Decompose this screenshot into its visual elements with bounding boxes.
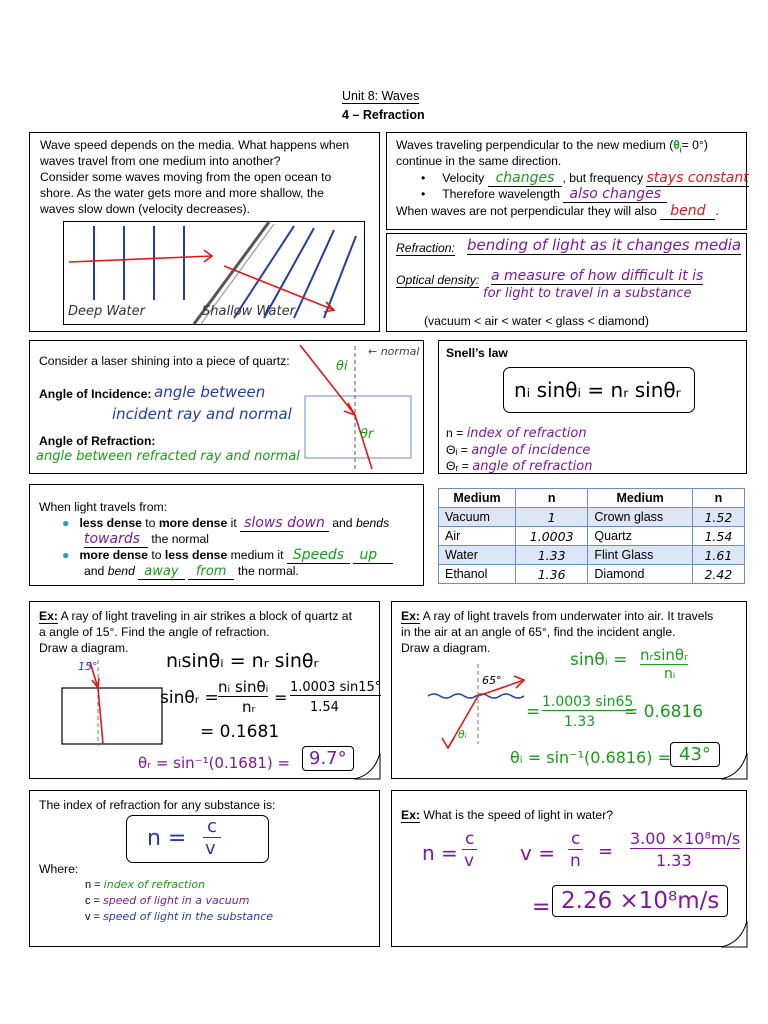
shallow-water-label: Shallow Water xyxy=(202,304,295,319)
table-header: n xyxy=(515,489,587,508)
index-formula-c: c xyxy=(203,816,221,838)
ex3-f2-eq: = xyxy=(598,841,614,862)
ex2-angle: 65° xyxy=(482,674,502,687)
index-formula-v: v xyxy=(205,838,216,859)
table-row: Vacuum 1 Crown glass 1.52 xyxy=(439,508,745,527)
ex2-eq1-left: sinθᵢ = xyxy=(570,650,628,670)
snell-def: Θᵣ = angle of refraction xyxy=(446,459,593,474)
refraction-def: bending of light as it changes media xyxy=(467,236,742,254)
ex3-f2-num: c xyxy=(568,829,583,850)
theta-r-label: θr xyxy=(360,427,374,442)
index-formula-box xyxy=(29,790,380,947)
ex2-text2: in the air at an angle of 65°, find the incident angle. xyxy=(401,625,676,639)
table-row: Air 1.0003 Quartz 1.54 xyxy=(439,527,745,546)
snells-title: Snell’s law xyxy=(446,346,508,360)
ex3-answer: 2.26 ×10⁸m/s xyxy=(552,885,728,917)
index-def: n = index of refraction xyxy=(85,878,206,891)
index-formula-n: n = xyxy=(147,826,187,851)
example-water-box xyxy=(391,601,747,779)
ex2-eq3: θᵢ = sin⁻¹(0.6816) = xyxy=(510,748,671,767)
box1-line: Wave speed depends on the media. What happens when xyxy=(40,138,350,152)
box1-line: shore. As the water gets more and more shallow, the xyxy=(40,186,324,200)
travel-bullet-2b: and bend away from the normal. xyxy=(84,564,299,579)
ex3-f1-num: c xyxy=(462,829,477,850)
snell-def: n = index of refraction xyxy=(446,426,587,441)
ex2-eq1-num: nᵣsinθᵣ xyxy=(640,646,688,664)
ex2-eq2-den: 1.33 xyxy=(564,714,596,730)
table-row: Ethanol 1.36 Diamond 2.42 xyxy=(439,565,745,584)
index-def: c = speed of light in a vacuum xyxy=(85,894,250,907)
travel-bullet-1: ● less dense to more dense it slows down and bends xyxy=(62,515,390,531)
perp-line1: Waves traveling perpendicular to the new medium $(\theta_i= 0^\circ)$ xyxy=(396,138,708,155)
ex1-eq4: θᵣ = sin⁻¹(0.1681) = xyxy=(138,754,291,772)
perp-line2: continue in the same direction. xyxy=(396,154,562,168)
ex1-text3: Draw a diagram. xyxy=(39,641,129,655)
box1-line: Consider some waves moving from the open ocean to xyxy=(40,170,332,184)
table-row: Water 1.33 Flint Glass 1.61 xyxy=(439,546,745,565)
laser-diagram xyxy=(30,341,425,475)
perpendicular-box xyxy=(386,132,747,230)
theta-i-label: θi xyxy=(336,359,348,374)
ex1-eq2-den2: 1.54 xyxy=(310,700,339,715)
ex2-answer: 43° xyxy=(670,742,720,767)
bullet-velocity: • Velocity changes , but frequency stays constant xyxy=(421,170,749,186)
definitions-box xyxy=(386,233,747,332)
snells-formula-box xyxy=(503,367,695,413)
ex3-f1: n = xyxy=(422,841,458,865)
travel-bullet-2: ● more dense to less dense medium it Speeds up xyxy=(62,547,393,563)
ex3-f2-den: n xyxy=(570,851,581,871)
ex1-eq2-num: nᵢ sinθᵢ xyxy=(218,678,269,696)
ex2-theta-i: θᵢ xyxy=(458,728,467,741)
unit-title: Unit 8: Waves xyxy=(342,89,420,103)
optical-label: Optical density: xyxy=(396,273,480,287)
ex2-eq1-den: nᵢ xyxy=(664,666,676,682)
laser-intro: Consider a laser shining into a piece of quartz: xyxy=(39,354,290,368)
incidence-def-2: incident ray and normal xyxy=(112,405,292,423)
deep-water-label: Deep Water xyxy=(68,304,145,319)
table-header: Medium xyxy=(439,489,516,508)
ex1-eq2-left: sinθᵣ = xyxy=(160,688,219,708)
index-title: The index of refraction for any substance is: xyxy=(39,798,276,812)
box1-line: waves slow down (velocity decreases). xyxy=(40,202,250,216)
ex3-f1-den: v xyxy=(464,851,475,871)
snell-def: Θᵢ = angle of incidence xyxy=(446,443,591,458)
ex1-answer: 9.7° xyxy=(302,746,354,771)
refraction-angle-def: angle between refracted ray and normal xyxy=(36,449,300,464)
index-formula-frame xyxy=(126,815,269,863)
density-order: (vacuum < air < water < glass < diamond) xyxy=(424,314,649,328)
incidence-label: Angle of Incidence: xyxy=(39,387,152,401)
ex3-f2: v = xyxy=(520,841,555,865)
where-label: Where: xyxy=(39,862,79,876)
ex1-eq2-num2: 1.0003 sin15° xyxy=(290,680,382,695)
ex2-text1: Ex: A ray of light travels from underwater into air. It travels xyxy=(401,609,714,623)
snells-law-box xyxy=(438,340,747,474)
ex1-eq3: = 0.1681 xyxy=(200,722,280,742)
refraction-label: Refraction: xyxy=(396,241,455,255)
waves-media-box xyxy=(29,132,380,332)
waves-diagram xyxy=(63,221,365,325)
travel-bullet-1b: towards the normal xyxy=(84,531,210,547)
ex2-text3: Draw a diagram. xyxy=(401,641,491,655)
ex3-text: Ex: What is the speed of light in water? xyxy=(401,808,614,822)
optical-def-2: for light to travel in a substance xyxy=(483,286,692,301)
ex1-eq2-den: nᵣ xyxy=(242,698,256,716)
normal-label: ← normal xyxy=(368,345,420,358)
example-speed-box xyxy=(391,790,747,947)
ex1-angle: 15° xyxy=(78,660,98,673)
refraction-index-table xyxy=(438,488,745,584)
lesson-title: 4 – Refraction xyxy=(342,108,425,122)
table-header: Medium xyxy=(588,489,692,508)
ex2-eq2-res: = 0.6816 xyxy=(624,702,704,722)
laser-quartz-box xyxy=(29,340,424,474)
index-def: v = speed of light in the substance xyxy=(85,910,274,923)
table-header: n xyxy=(692,489,744,508)
ex3-f2-num2: 3.00 ×10⁸m/s xyxy=(630,829,741,848)
example-quartz-box xyxy=(29,601,380,779)
incidence-def-1: angle between xyxy=(154,383,266,401)
ex2-eq2-num: 1.0003 sin65 xyxy=(542,694,634,710)
ex3-answer-eq: = xyxy=(532,895,551,920)
ex1-text1: Ex: A ray of light traveling in air strikes a block of quartz at xyxy=(39,609,352,623)
travel-intro: When light travels from: xyxy=(39,500,168,514)
ex2-eq2-eq: = xyxy=(526,702,541,722)
box1-line: waves travel from one medium into another? xyxy=(40,154,281,168)
snells-formula: nᵢ sinθᵢ = nᵣ sinθᵣ xyxy=(514,378,681,402)
bullet-wavelength: • Therefore wavelength also changes xyxy=(421,186,667,202)
perp-line-bend: When waves are not perpendicular they will also bend . xyxy=(396,203,719,219)
ex1-text2: a angle of 15°. Find the angle of refraction. xyxy=(39,625,270,639)
ex3-f2-den2: 1.33 xyxy=(656,851,692,870)
refraction-angle-label: Angle of Refraction: xyxy=(39,434,156,448)
light-travel-box xyxy=(29,484,424,586)
optical-def-1: a measure of how difficult it is xyxy=(491,268,704,284)
ex1-eq2-eq: = xyxy=(274,688,288,707)
ex1-eq1: nᵢsinθᵢ = nᵣ sinθᵣ xyxy=(166,650,319,672)
